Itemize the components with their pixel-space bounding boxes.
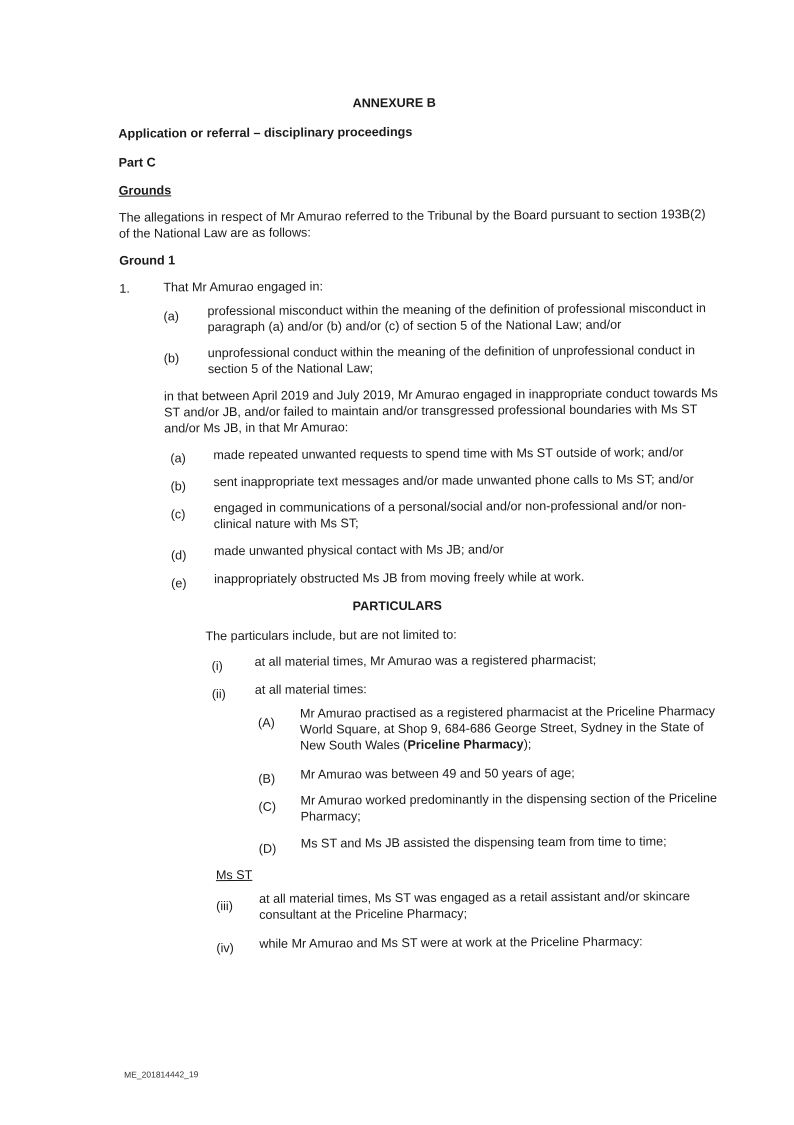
conduct-text: made unwanted physical contact with Ms JB; and/or	[213, 542, 504, 559]
sub-item-text: Mr Amurao was between 49 and 50 years of age;	[300, 765, 575, 782]
sub-item-label: (D)	[258, 841, 277, 856]
conduct-text: engaged in communications of a personal/social and/or non-professional and/or non-clinical nature with Ms ST;	[213, 498, 687, 532]
sub-item-text	[300, 703, 725, 754]
sub-item-text: Mr Amurao worked predominantly in the dispensing section of the Priceline Pharmacy;	[300, 791, 718, 824]
sub-item-label: (C)	[258, 799, 277, 814]
part-heading: Part C	[118, 155, 156, 170]
in-that-paragraph: in that between April 2019 and July 2019, Mr Amurao engaged in inappropriate conduct towards Ms ST and/or JB, and/or failed to maintain and/or transgressed professional boundaries with Ms ST and/or Ms JB, in that Mr Amurao:	[163, 386, 718, 436]
item-text: That Mr Amurao engaged in:	[163, 279, 323, 295]
footer-code: ME_201814442_19	[124, 1069, 199, 1080]
sub-item-text-before: Mr Amurao practised as a registered pharmacist at the Priceline Pharmacy World Square, at Shop 9, 684-686 George Street, Sydney in the State of New South Wales (	[299, 704, 716, 753]
ms-st-heading: Ms ST	[215, 867, 253, 883]
sub-text: unprofessional conduct within the meaning of the definition of unprofessional conduct in section 5 of the National Law;	[207, 343, 696, 377]
conduct-label: (a)	[170, 451, 186, 466]
particular-text: at all material times, Ms ST was engaged as a retail assistant and/or skincare consultant at the Priceline Pharmacy;	[259, 889, 691, 922]
particular-label: (ii)	[211, 687, 226, 702]
particular-text: at all material times:	[254, 682, 367, 697]
defined-term: Priceline Pharmacy	[407, 737, 524, 752]
ground-heading: Ground 1	[119, 253, 176, 268]
particular-label: (iii)	[216, 899, 233, 914]
conduct-text: inappropriately obstructed Ms JB from moving freely while at work.	[214, 569, 585, 587]
sub-item-text: Ms ST and Ms JB assisted the dispensing team from time to time;	[300, 834, 667, 851]
grounds-heading: Grounds	[118, 183, 172, 198]
particular-label: (iv)	[216, 941, 234, 956]
conduct-label: (b)	[170, 479, 186, 494]
item-number: 1.	[119, 281, 130, 296]
particular-text: at all material times, Mr Amurao was a registered pharmacist;	[254, 652, 597, 669]
application-heading: Application or referral – disciplinary proceedings	[118, 124, 413, 141]
intro-paragraph: The allegations in respect of Mr Amurao referred to the Tribunal by the Board pursuant to section 193B(2) of the National Law are as follows:	[118, 207, 706, 241]
particulars-intro: The particulars include, but are not limited to:	[205, 627, 457, 644]
particular-label: (i)	[211, 659, 223, 674]
sub-item-label: (A)	[257, 715, 275, 730]
conduct-text: made repeated unwanted requests to spend time with Ms ST outside of work; and/or	[213, 445, 684, 463]
particulars-heading: PARTICULARS	[352, 598, 442, 614]
sub-label: (a)	[163, 309, 179, 324]
conduct-label: (e)	[171, 576, 187, 591]
sub-text: professional misconduct within the meaning of the definition of professional misconduct in paragraph (a) and/or (b) and/or (c) of section 5 of the National Law; and/or	[207, 301, 706, 335]
sub-label: (b)	[163, 351, 180, 366]
conduct-text: sent inappropriate text messages and/or made unwanted phone calls to Ms ST; and/or	[213, 472, 694, 490]
particular-text: while Mr Amurao and Ms ST were at work at the Priceline Pharmacy:	[259, 934, 643, 951]
annexure-title: ANNEXURE B	[352, 95, 436, 111]
sub-item-label: (B)	[258, 771, 276, 786]
sub-item-text-after: );	[523, 737, 532, 752]
conduct-label: (d)	[170, 548, 187, 563]
conduct-label: (c)	[170, 507, 186, 522]
